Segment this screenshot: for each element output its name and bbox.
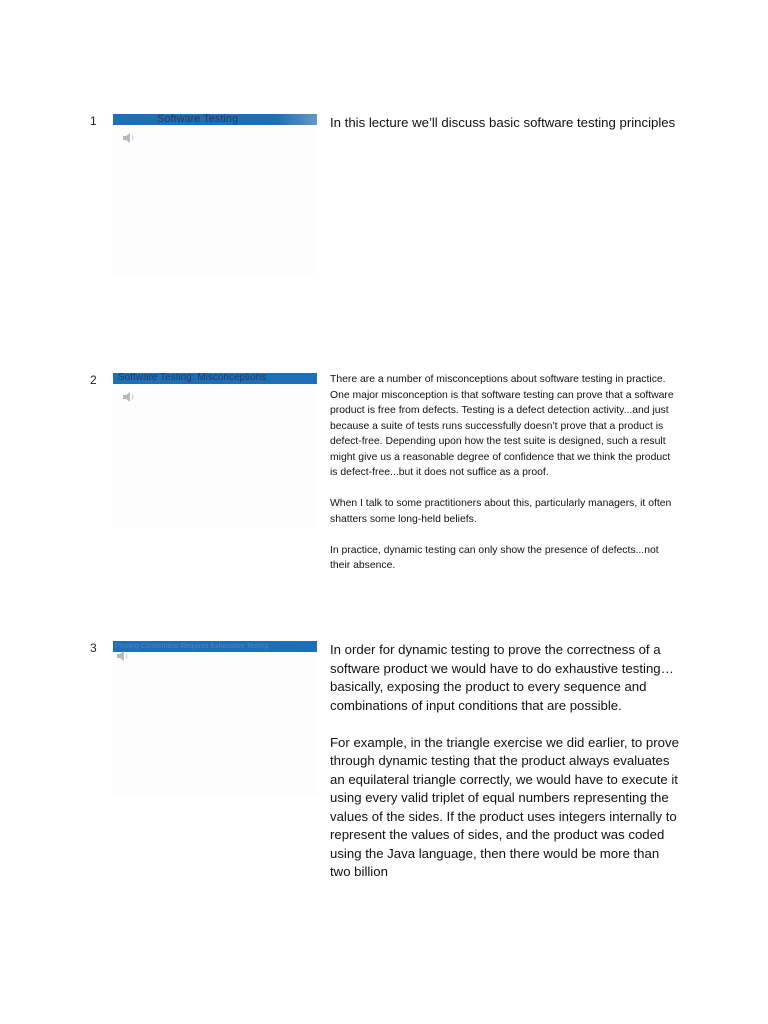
slide-thumbnail-title: Software Testing: Misconceptions	[118, 373, 267, 383]
slide-thumbnail-title: Software Testing	[157, 114, 239, 125]
paragraph-gap	[330, 715, 680, 734]
paragraph-gap	[330, 481, 680, 497]
slide-number: 2	[90, 373, 97, 387]
notes-paragraph: When I talk to some practitioners about this, particularly managers, it often shatters some long-held beliefs.	[330, 498, 672, 525]
paragraph-gap	[330, 527, 680, 543]
speaker-icon[interactable]	[116, 650, 130, 662]
slide-number: 3	[90, 641, 97, 655]
slide-thumbnail[interactable]	[113, 114, 317, 274]
speaker-icon[interactable]	[122, 391, 136, 403]
notes-paragraph: In practice, dynamic testing can only show the presence of defects...not their absence.	[330, 544, 659, 571]
notes-paragraph: In order for dynamic testing to prove the correctness of a software product we would have to do exhaustive testing…basically, exposing the product to every sequence and combinations of input conditions that are possible.	[330, 642, 674, 713]
slide-thumbnail[interactable]	[113, 373, 317, 528]
slide-number: 1	[90, 114, 97, 128]
speaker-icon[interactable]	[122, 132, 136, 144]
slide-title-bar-fade	[277, 114, 317, 125]
slide-thumbnail-title: Proving Correctness Requires Exhaustive Testing	[115, 643, 269, 650]
notes-paragraph: In this lecture we’ll discuss basic software testing principles	[330, 115, 676, 130]
slide-notes	[330, 641, 680, 882]
slide-thumbnail[interactable]	[113, 641, 317, 796]
notes-paragraph: For example, in the triangle exercise we did earlier, to prove through dynamic testing that the product always evaluates an equilateral triangle correctly, we would have to execute it using every valid triplet of equal numbers representing the values of the sides. If the product uses integers internally to represent the values of sides, and the product was coded using the Java language, then there would be more than two billion	[330, 734, 679, 879]
notes-paragraph: There are a number of misconceptions about software testing in practice. One major misconception is that software testing can prove that a software product is free from defects. Testing is a defect detection activity...and just because a suite of tests runs successfully doesn’t prove that a product is defect-free. Depending upon how the test suite is designed, such a result might give us a reasonable degree of confidence that we think the product is defect-free...but it does not suffice as a proof.	[330, 374, 674, 478]
slide-notes	[330, 114, 680, 132]
slide-notes	[330, 372, 680, 574]
